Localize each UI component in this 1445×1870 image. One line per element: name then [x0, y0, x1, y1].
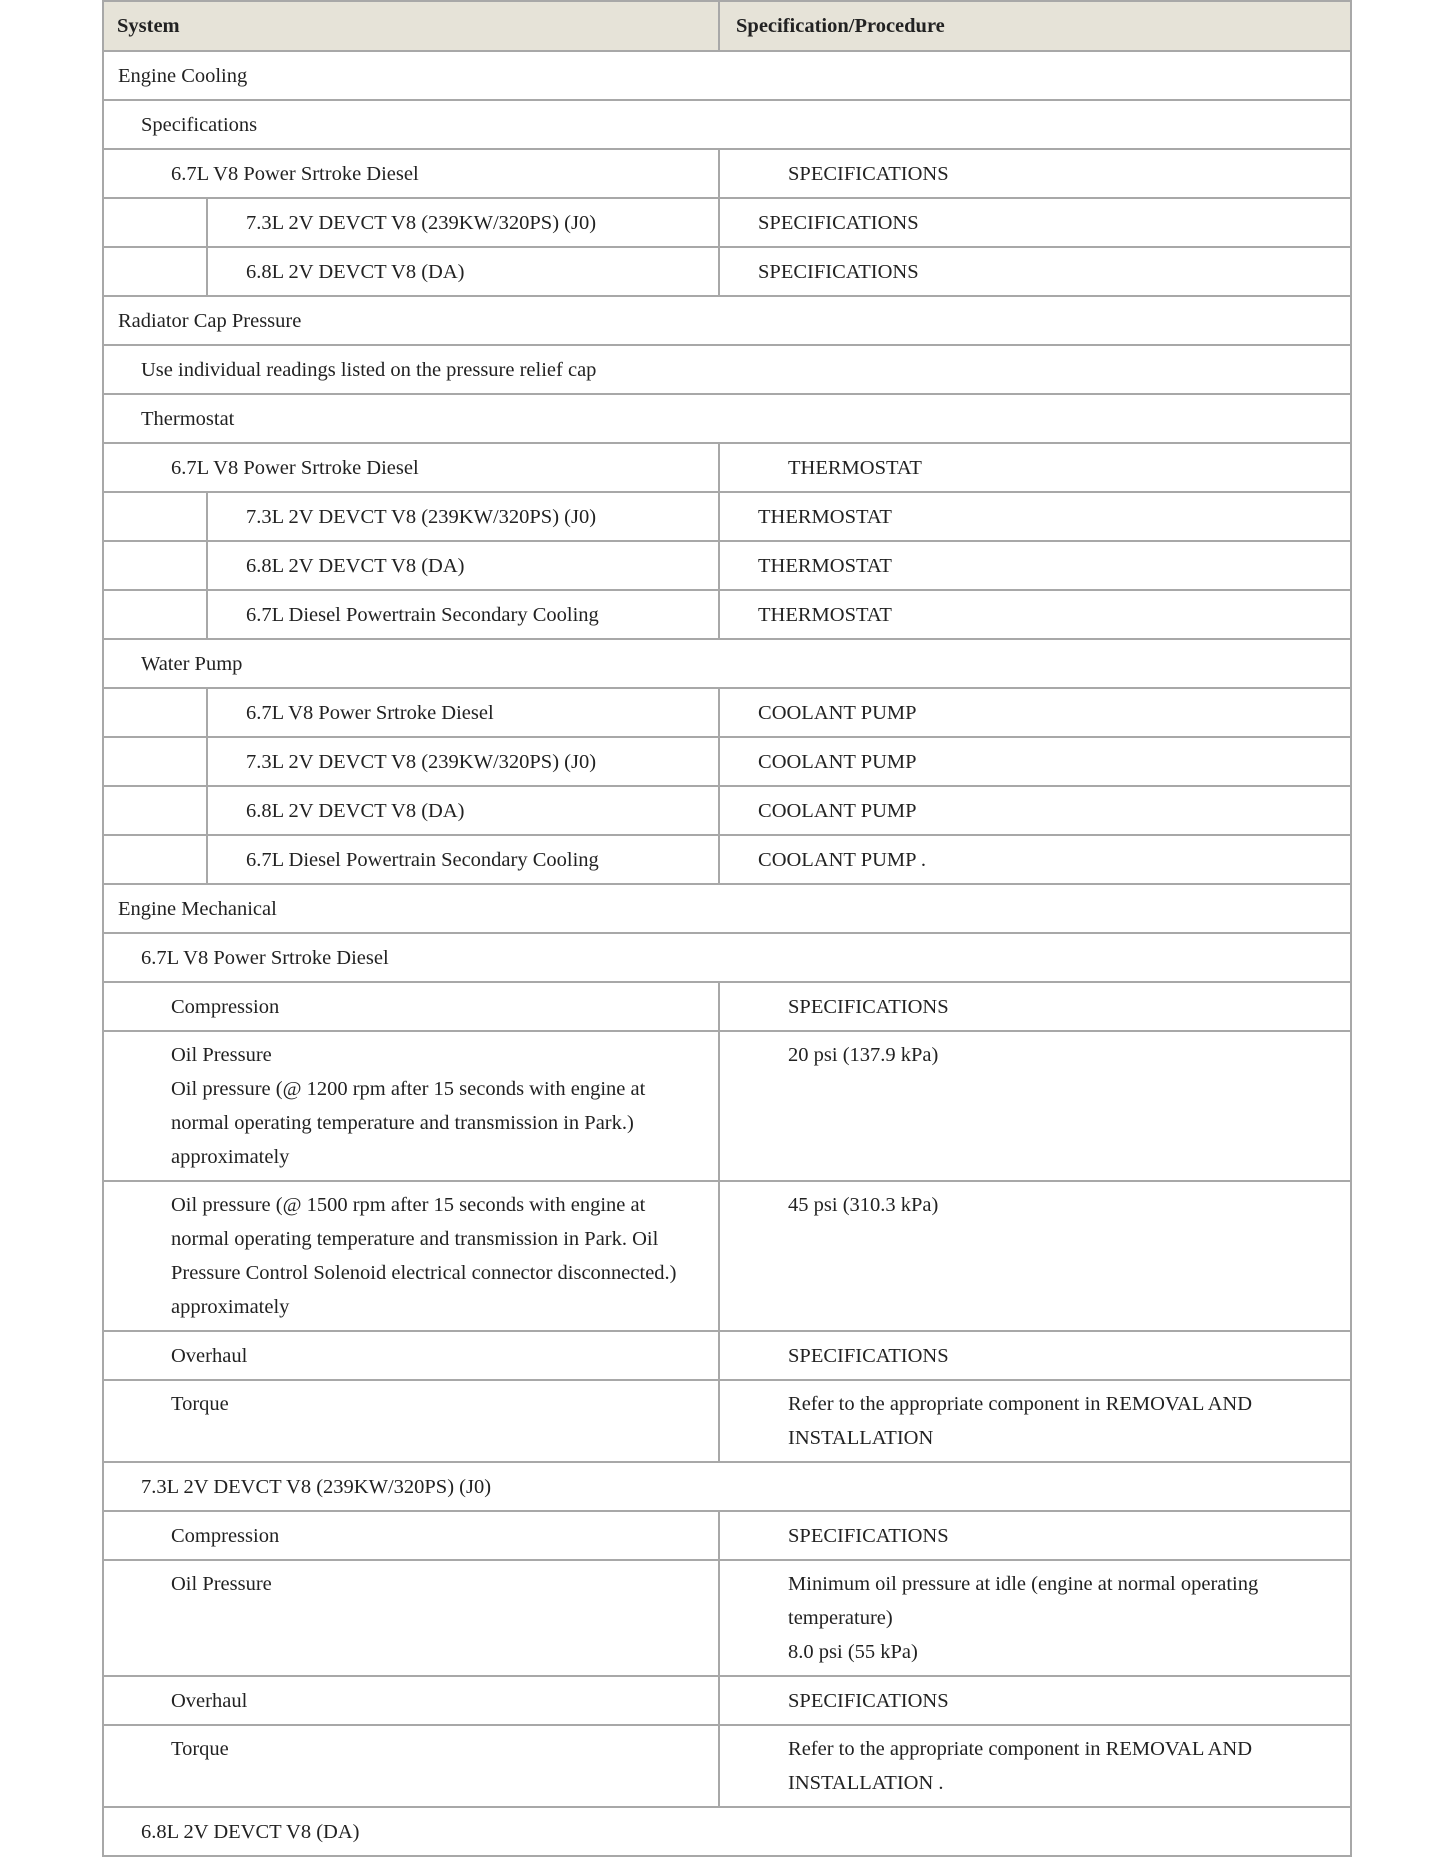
- system-cell: 6.7L Diesel Powertrain Secondary Cooling: [207, 835, 719, 884]
- table-row: [103, 1725, 1351, 1807]
- line: Pressure Control Solenoid electrical connector disconnected.): [171, 1262, 677, 1284]
- system-cell: Overhaul: [103, 1331, 719, 1380]
- table-row: [103, 1181, 1351, 1331]
- subsection-row: [103, 933, 1351, 982]
- spec-value: 45 psi (310.3 kPa): [719, 1181, 1351, 1331]
- system-cell: 7.3L 2V DEVCT V8 (239KW/320PS) (J0): [207, 737, 719, 786]
- system-cell: Oil Pressure: [103, 1560, 719, 1676]
- spec-link[interactable]: SPECIFICATIONS: [719, 247, 1351, 296]
- subsection-gas-68: 6.8L 2V DEVCT V8 (DA): [103, 1807, 1351, 1856]
- spec-link[interactable]: THERMOSTAT: [719, 590, 1351, 639]
- spec-link[interactable]: COOLANT PUMP .: [719, 835, 1351, 884]
- system-cell: 7.3L 2V DEVCT V8 (239KW/320PS) (J0): [207, 492, 719, 541]
- indent-cell: [103, 688, 207, 737]
- subsection-thermostat: Thermostat: [103, 394, 1351, 443]
- indent-cell: [103, 247, 207, 296]
- spec-link[interactable]: COOLANT PUMP: [719, 786, 1351, 835]
- system-cell: 6.8L 2V DEVCT V8 (DA): [207, 541, 719, 590]
- indent-cell: [103, 198, 207, 247]
- indent-cell: [103, 835, 207, 884]
- table-row: [103, 786, 1351, 835]
- section-row: [103, 51, 1351, 100]
- table-row: [103, 149, 1351, 198]
- spec-link[interactable]: SPECIFICATIONS: [719, 1331, 1351, 1380]
- line: temperature): [788, 1607, 893, 1629]
- subsection-row: [103, 394, 1351, 443]
- spec-link[interactable]: COOLANT PUMP: [719, 688, 1351, 737]
- radiator-cap-note: Use individual readings listed on the pressure relief cap: [103, 345, 1351, 394]
- spec-text: [719, 1725, 1351, 1807]
- system-cell: Compression: [103, 1511, 719, 1560]
- system-cell: 6.8L 2V DEVCT V8 (DA): [207, 247, 719, 296]
- column-header-spec: Specification/Procedure: [719, 1, 1351, 51]
- oil-pressure-1500-cell: [103, 1181, 719, 1331]
- subsection-gas-73: 7.3L 2V DEVCT V8 (239KW/320PS) (J0): [103, 1462, 1351, 1511]
- system-cell: Torque: [103, 1380, 719, 1462]
- indent-cell: [103, 492, 207, 541]
- line[interactable]: INSTALLATION: [788, 1427, 934, 1449]
- system-cell: 6.7L V8 Power Srtroke Diesel: [103, 443, 719, 492]
- indent-cell: [103, 737, 207, 786]
- line[interactable]: INSTALLATION .: [788, 1772, 944, 1794]
- table-row: [103, 541, 1351, 590]
- spec-text: [719, 1380, 1351, 1462]
- spec-link[interactable]: THERMOSTAT: [719, 492, 1351, 541]
- oil-pressure-1200-cell: [103, 1031, 719, 1181]
- table-row: [103, 1031, 1351, 1181]
- spec-link[interactable]: SPECIFICATIONS: [719, 982, 1351, 1031]
- line: 8.0 psi (55 kPa): [788, 1641, 918, 1663]
- table-header-row: [103, 1, 1351, 51]
- table-row: [103, 1676, 1351, 1725]
- system-cell: 6.7L V8 Power Srtroke Diesel: [103, 149, 719, 198]
- table-row: [103, 1560, 1351, 1676]
- line: Refer to the appropriate component in REMOVAL AND: [788, 1738, 1253, 1760]
- section-row: [103, 296, 1351, 345]
- spec-text: [719, 1560, 1351, 1676]
- line: Oil pressure (@ 1200 rpm after 15 seconds with engine at: [171, 1078, 646, 1100]
- line: Minimum oil pressure at idle (engine at normal operating: [788, 1573, 1259, 1595]
- spec-value: 20 psi (137.9 kPa): [719, 1031, 1351, 1181]
- section-radiator-cap-pressure: Radiator Cap Pressure: [103, 296, 1351, 345]
- table-row: [103, 247, 1351, 296]
- indent-cell: [103, 786, 207, 835]
- system-cell: 6.7L V8 Power Srtroke Diesel: [207, 688, 719, 737]
- system-cell: Overhaul: [103, 1676, 719, 1725]
- spec-link[interactable]: SPECIFICATIONS: [719, 198, 1351, 247]
- system-cell: 6.8L 2V DEVCT V8 (DA): [207, 786, 719, 835]
- indent-cell: [103, 590, 207, 639]
- section-engine-cooling: Engine Cooling: [103, 51, 1351, 100]
- table-row: [103, 1380, 1351, 1462]
- spec-link[interactable]: SPECIFICATIONS: [719, 149, 1351, 198]
- section-engine-mechanical: Engine Mechanical: [103, 884, 1351, 933]
- subsection-row: [103, 639, 1351, 688]
- table-row: [103, 590, 1351, 639]
- spec-link[interactable]: SPECIFICATIONS: [719, 1511, 1351, 1560]
- table-row: [103, 737, 1351, 786]
- subsection-diesel-67: 6.7L V8 Power Srtroke Diesel: [103, 933, 1351, 982]
- subsection-specifications: Specifications: [103, 100, 1351, 149]
- line: Refer to the appropriate component in REMOVAL AND: [788, 1393, 1253, 1415]
- spec-link[interactable]: THERMOSTAT: [719, 443, 1351, 492]
- table-row: [103, 492, 1351, 541]
- line: approximately: [171, 1296, 290, 1318]
- spec-link[interactable]: THERMOSTAT: [719, 541, 1351, 590]
- column-header-system: System: [103, 1, 719, 51]
- system-cell: Torque: [103, 1725, 719, 1807]
- line: normal operating temperature and transmission in Park. Oil: [171, 1228, 659, 1250]
- line: Oil Pressure: [171, 1044, 272, 1066]
- system-cell: 6.7L Diesel Powertrain Secondary Cooling: [207, 590, 719, 639]
- table-row: [103, 982, 1351, 1031]
- system-cell: 7.3L 2V DEVCT V8 (239KW/320PS) (J0): [207, 198, 719, 247]
- table-row: [103, 1511, 1351, 1560]
- line: approximately: [171, 1146, 290, 1168]
- table-row: [103, 443, 1351, 492]
- indent-cell: [103, 541, 207, 590]
- subsection-row: [103, 100, 1351, 149]
- table-row: [103, 198, 1351, 247]
- subsection-row: [103, 1462, 1351, 1511]
- system-cell: Compression: [103, 982, 719, 1031]
- section-row: [103, 884, 1351, 933]
- spec-link[interactable]: COOLANT PUMP: [719, 737, 1351, 786]
- spec-link[interactable]: SPECIFICATIONS: [719, 1676, 1351, 1725]
- table-row: [103, 688, 1351, 737]
- line: normal operating temperature and transmission in Park.): [171, 1112, 634, 1134]
- specification-table: [102, 0, 1352, 1857]
- line: Oil pressure (@ 1500 rpm after 15 seconds with engine at: [171, 1194, 646, 1216]
- table-row: [103, 835, 1351, 884]
- subsection-row: [103, 1807, 1351, 1856]
- note-row: [103, 345, 1351, 394]
- table-row: [103, 1331, 1351, 1380]
- subsection-water-pump: Water Pump: [103, 639, 1351, 688]
